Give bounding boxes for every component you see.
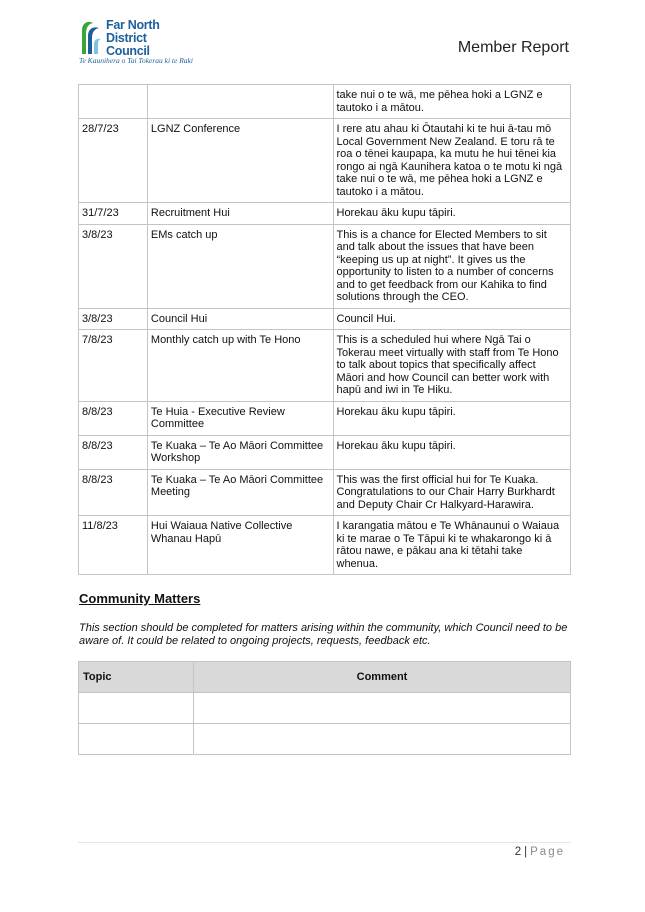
report-title: Member Report <box>457 39 569 56</box>
date-cell <box>79 85 148 119</box>
table-row <box>79 469 571 516</box>
comment-cell: I karangatia mātou e Te Whānaunui o Waiaua ki te marae o Te Tāpui ki te whakarongo ki ā rātou nawe, e pākau ana ki tētahi take whenua. <box>333 516 571 575</box>
column-header-comment: Comment <box>194 662 571 693</box>
table-row <box>79 224 571 308</box>
event-cell: Recruitment Hui <box>147 203 333 225</box>
date-cell: 8/8/23 <box>79 469 148 516</box>
date-cell: 8/8/23 <box>79 435 148 469</box>
footer-separator: | <box>524 846 528 858</box>
comment-cell: Horekau āku kupu tāpiri. <box>333 203 571 225</box>
council-logo-icon <box>79 20 103 54</box>
table-row <box>79 516 571 575</box>
comment-cell: Horekau āku kupu tāpiri. <box>333 435 571 469</box>
date-cell: 28/7/23 <box>79 119 148 203</box>
comment-cell: I rere atu ahau ki Ōtautahi ki te hui ā-tau mō Local Government New Zealand. E toru rā te roa o tēnei kaupapa, ka mutu he hui tēnei kia rongo ai ngā Kaunihera katoa o te motu ki ngā take nui o te wā, me pēhea hoki a LGNZ e tautoko i a mātou. <box>333 119 571 203</box>
event-cell: Monthly catch up with Te Hono <box>147 330 333 402</box>
table-row <box>79 724 571 755</box>
council-logo <box>79 18 193 68</box>
date-cell: 3/8/23 <box>79 308 148 330</box>
table-row <box>79 119 571 203</box>
community-matters-table <box>78 661 571 755</box>
logo-line-1: Far North <box>106 18 160 32</box>
community-matters-header-row <box>79 662 571 693</box>
community-matters-heading: Community Matters <box>79 591 201 606</box>
table-row <box>79 693 571 724</box>
event-cell: Council Hui <box>147 308 333 330</box>
footer-divider <box>78 842 571 843</box>
event-cell: EMs catch up <box>147 224 333 308</box>
comment-cell: This was the first official hui for Te Kuaka. Congratulations to our Chair Harry Burkhardt and Deputy Chair Cr Halkyard-Harawira. <box>333 469 571 516</box>
comment-cell: Council Hui. <box>333 308 571 330</box>
date-cell: 7/8/23 <box>79 330 148 402</box>
table-row <box>79 330 571 402</box>
page-label: Page <box>530 846 565 858</box>
page-footer <box>515 846 565 858</box>
table-row <box>79 203 571 225</box>
date-cell: 31/7/23 <box>79 203 148 225</box>
comment-cell[interactable] <box>194 724 571 755</box>
event-cell: Te Kuaka – Te Ao Māori Committee Workshop <box>147 435 333 469</box>
event-cell: LGNZ Conference <box>147 119 333 203</box>
comment-cell: This is a scheduled hui where Ngā Tai o Tokerau meet virtually with staff from Te Hono to talk about topics that specifically affect Māori and how Council can better work with hapū and iwi in Te Hiku. <box>333 330 571 402</box>
event-cell <box>147 85 333 119</box>
event-cell: Te Kuaka – Te Ao Māori Committee Meeting <box>147 469 333 516</box>
date-cell: 11/8/23 <box>79 516 148 575</box>
table-row <box>79 85 571 119</box>
table-row <box>79 308 571 330</box>
page-header <box>0 0 645 80</box>
comment-cell: Horekau āku kupu tāpiri. <box>333 401 571 435</box>
comment-cell: take nui o te wā, me pēhea hoki a LGNZ e tautoko i a mātou. <box>333 85 571 119</box>
date-cell: 8/8/23 <box>79 401 148 435</box>
table-row <box>79 401 571 435</box>
page-number: 2 <box>514 846 522 858</box>
event-cell: Hui Waiaua Native Collective Whanau Hapū <box>147 516 333 575</box>
logo-tagline: Te Kaunihera o Tai Tokerau ki te Raki <box>79 56 193 65</box>
topic-cell[interactable] <box>79 693 194 724</box>
activity-log-body <box>79 85 571 575</box>
date-cell: 3/8/23 <box>79 224 148 308</box>
comment-cell: This is a chance for Elected Members to sit and talk about the issues that have been “keeping us up at night”. It gives us the opportunity to listen to a number of concerns and to get feedback from our Kahika to find solutions through the CEO. <box>333 224 571 308</box>
community-matters-note: This section should be completed for matters arising within the community, which Council need to be aware of. It could be related to ongoing projects, requests, feedback etc. <box>79 622 568 647</box>
activity-log-table <box>78 84 571 575</box>
table-row <box>79 435 571 469</box>
event-cell: Te Huia - Executive Review Committee <box>147 401 333 435</box>
logo-line-2: District Council <box>106 31 150 58</box>
logo-wordmark <box>106 19 189 58</box>
column-header-topic: Topic <box>79 662 194 693</box>
topic-cell[interactable] <box>79 724 194 755</box>
comment-cell[interactable] <box>194 693 571 724</box>
